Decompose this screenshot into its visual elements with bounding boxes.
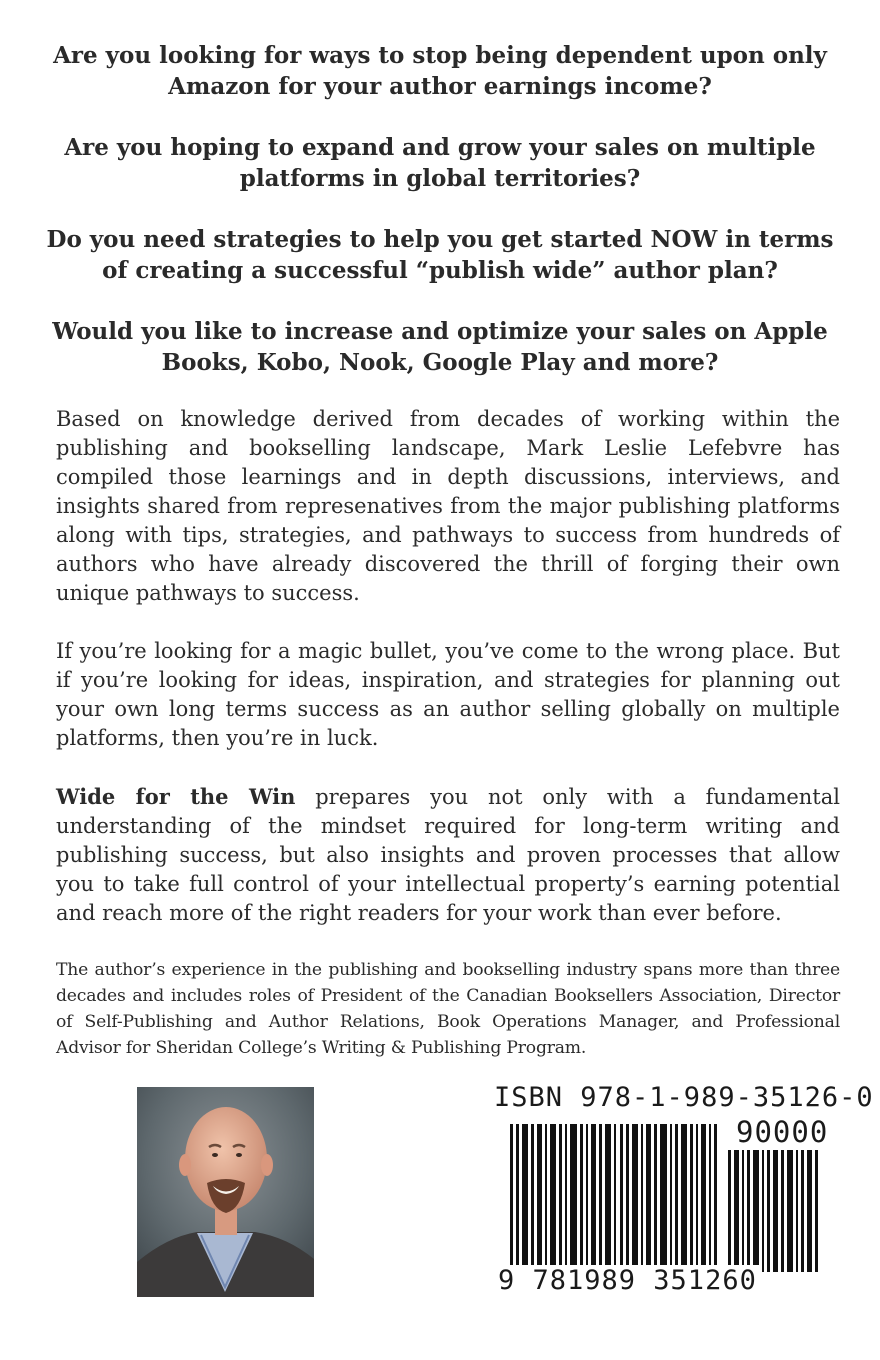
ean-digits: 9 781989 351260 xyxy=(498,1265,757,1296)
author-photo xyxy=(137,1087,314,1297)
price-code: 90000 xyxy=(736,1115,829,1149)
isbn-label: ISBN 978-1-989-35126-0 xyxy=(494,1082,874,1113)
description-paragraph-1: Based on knowledge derived from decades of working within the publishing and bookselling landscape, Mark Leslie Lefebvre has compiled those learnings and in depth discussions, interviews, and insights shared from represenatives from the major publishing platforms along with tips, strategies, and pathways to success from hundreds of authors who have already discovered the thrill of forging their own unique pathways to success. xyxy=(56,407,840,605)
paragraph-3-text: prepares you not only with a fundamental understanding of the mindset required for long-term writing and publishing success, but also insights and proven processes that allow you to take full control of your intellectual property’s earning potential and reach more of the right readers for your work than ever before. xyxy=(56,785,840,925)
question-3: Do you need strategies to help you get started NOW in terms of creating a successful “publish wide” author plan? xyxy=(46,226,834,284)
book-description xyxy=(56,405,840,1061)
description-paragraph-3 xyxy=(56,782,840,928)
book-title: Wide for the Win xyxy=(56,784,296,809)
marketing-questions xyxy=(40,40,840,408)
isbn-barcode xyxy=(490,1080,874,1300)
author-bio: The author’s experience in the publishing and bookselling industry spans more than three decades and includes roles of President of the Canadian Booksellers Association, Director of Self-Publishing and Author Relations, Book Operations Manager, and Professional Advisor for Sheridan College’s Writing & Publishing Program. xyxy=(56,960,840,1058)
question-1: Are you looking for ways to stop being dependent upon only Amazon for your author earnings income? xyxy=(53,42,827,100)
question-2: Are you hoping to expand and grow your sales on multiple platforms in global territories? xyxy=(64,134,816,192)
question-4: Would you like to increase and optimize your sales on Apple Books, Kobo, Nook, Google Play and more? xyxy=(52,318,828,376)
description-paragraph-2: If you’re looking for a magic bullet, you’ve come to the wrong place. But if you’re looking for ideas, inspiration, and strategies for planning out your own long terms success as an author selling globally on multiple platforms, then you’re in luck. xyxy=(56,639,840,750)
